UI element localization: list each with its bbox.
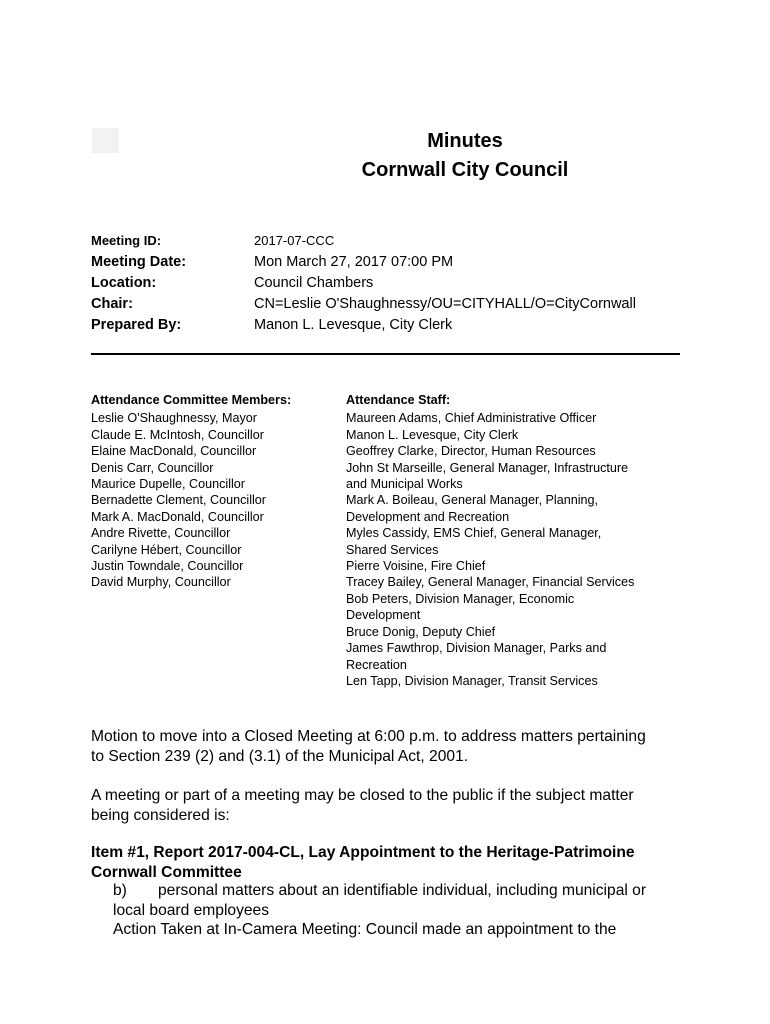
- staff-line: Tracey Bailey, General Manager, Financial Services: [346, 575, 635, 590]
- member-line: Carilyne Hébert, Councillor: [91, 542, 242, 557]
- staff-line: Mark A. Boileau, General Manager, Planning,: [346, 493, 599, 508]
- attendance-staff: [346, 392, 686, 689]
- attendance-staff-heading: Attendance Staff:: [346, 393, 451, 407]
- member-line: Elaine MacDonald, Councillor: [91, 444, 257, 459]
- meeting-id-row: [91, 233, 691, 253]
- chair-row: [91, 296, 691, 316]
- action-taken: Action Taken at In-Camera Meeting: Council made an appointment to the: [113, 921, 617, 938]
- staff-line: Geoffrey Clarke, Director, Human Resources: [346, 444, 596, 459]
- meeting-date-label: Meeting Date:: [91, 254, 187, 270]
- closed-meeting-motion: [91, 727, 691, 766]
- subclause-text: local board employees: [113, 901, 270, 919]
- prepared-by-row: [91, 317, 691, 337]
- staff-line: Development: [346, 608, 421, 623]
- staff-line: James Fawthrop, Division Manager, Parks and: [346, 641, 607, 656]
- staff-line: Bob Peters, Division Manager, Economic: [346, 591, 575, 606]
- attendance-members: [91, 392, 331, 591]
- meeting-id-value: 2017-07-CCC: [254, 233, 335, 248]
- staff-line: Maureen Adams, Chief Administrative Officer: [346, 411, 597, 426]
- criteria-line: A meeting or part of a meeting may be closed to the public if the subject matter: [91, 787, 634, 804]
- member-line: Mark A. MacDonald, Councillor: [91, 509, 264, 524]
- header-divider: [91, 353, 680, 355]
- member-line: Andre Rivette, Councillor: [91, 526, 231, 541]
- staff-line: Shared Services: [346, 542, 439, 557]
- document-title: Minutes: [427, 130, 503, 152]
- city-logo-placeholder: [92, 128, 119, 153]
- staff-line: Manon L. Levesque, City Clerk: [346, 427, 519, 442]
- member-line: Denis Carr, Councillor: [91, 460, 214, 475]
- item-heading-line: Cornwall Committee: [91, 863, 242, 881]
- motion-line: to Section 239 (2) and (3.1) of the Municipal Act, 2001.: [91, 747, 469, 765]
- staff-line: and Municipal Works: [346, 477, 463, 492]
- meeting-id-label: Meeting ID:: [91, 233, 162, 248]
- closed-meeting-criteria: [91, 786, 691, 825]
- staff-line: Myles Cassidy, EMS Chief, General Manager,: [346, 526, 602, 541]
- staff-line: Pierre Voisine, Fire Chief: [346, 559, 486, 574]
- attendance-members-heading: Attendance Committee Members:: [91, 393, 292, 407]
- location-label: Location:: [91, 275, 157, 291]
- prepared-by-value: Manon L. Levesque, City Clerk: [254, 317, 453, 333]
- item-subclause-b: [113, 881, 693, 920]
- chair-label: Chair:: [91, 296, 133, 312]
- member-line: Bernadette Clement, Councillor: [91, 493, 267, 508]
- council-name: Cornwall City Council: [361, 159, 569, 181]
- location-row: [91, 275, 691, 295]
- staff-line: Development and Recreation: [346, 509, 510, 524]
- staff-line: Bruce Donig, Deputy Chief: [346, 624, 496, 639]
- member-line: Justin Towndale, Councillor: [91, 559, 244, 574]
- member-line: Leslie O'Shaughnessy, Mayor: [91, 411, 257, 426]
- prepared-by-label: Prepared By:: [91, 317, 182, 333]
- member-line: Maurice Dupelle, Councillor: [91, 477, 245, 492]
- subclause-letter: b): [113, 882, 127, 899]
- item-heading-line: Item #1, Report 2017-004-CL, Lay Appointment to the Heritage-Patrimoine: [91, 844, 635, 861]
- staff-line: Recreation: [346, 657, 407, 672]
- agenda-item-heading: [91, 843, 691, 882]
- staff-line: John St Marseille, General Manager, Infrastructure: [346, 460, 629, 475]
- location-value: Council Chambers: [254, 275, 374, 291]
- member-line: David Murphy, Councillor: [91, 575, 231, 590]
- criteria-line: being considered is:: [91, 806, 230, 824]
- motion-line: Motion to move into a Closed Meeting at 6:00 p.m. to address matters pertaining: [91, 728, 646, 745]
- subclause-text: personal matters about an identifiable individual, including municipal or: [158, 882, 647, 899]
- staff-line: Len Tapp, Division Manager, Transit Services: [346, 673, 598, 688]
- member-line: Claude E. McIntosh, Councillor: [91, 427, 264, 442]
- chair-value: CN=Leslie O'Shaughnessy/OU=CITYHALL/O=CityCornwall: [254, 296, 636, 312]
- meeting-date-value: Mon March 27, 2017 07:00 PM: [254, 254, 454, 270]
- meeting-date-row: [91, 254, 691, 274]
